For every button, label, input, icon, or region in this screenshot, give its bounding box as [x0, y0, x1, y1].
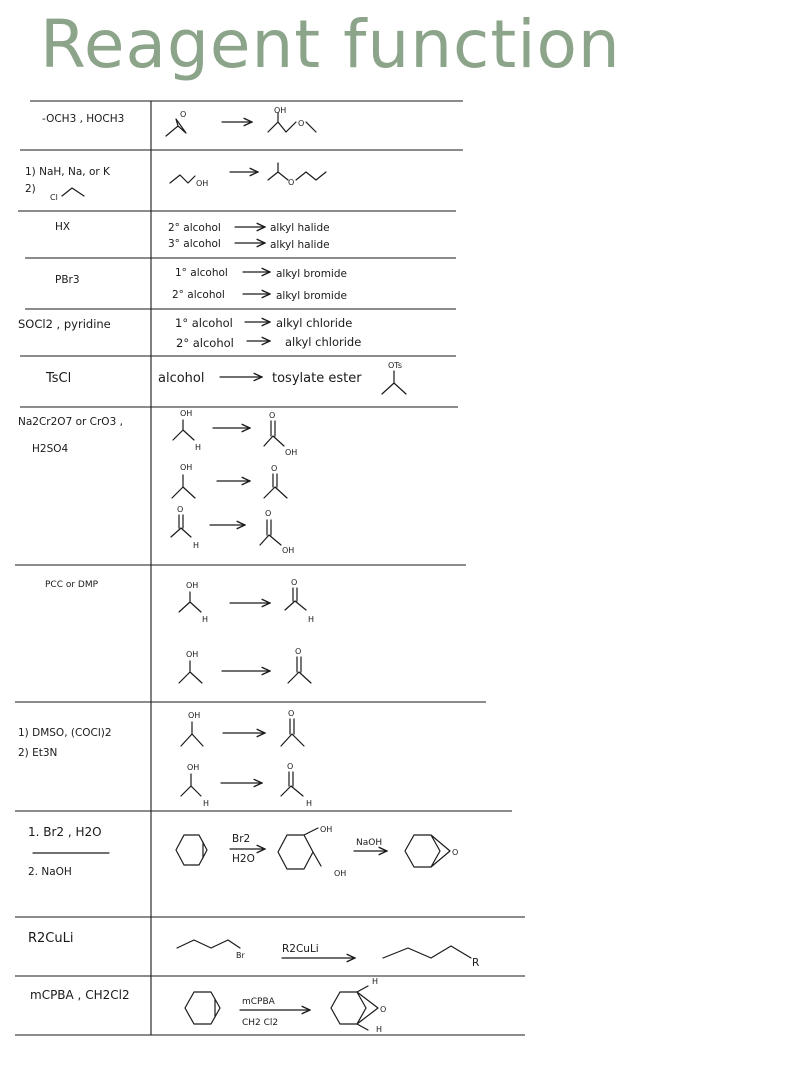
svg-text:H: H: [308, 615, 315, 624]
svg-text:2° alcohol: 2° alcohol: [176, 336, 234, 350]
svg-text:tosylate ester: tosylate ester: [272, 371, 362, 386]
svg-text:OH: OH: [187, 763, 200, 772]
reagent-label: PBr3: [55, 274, 80, 286]
reagent-label: SOCl2 , pyridine: [18, 317, 111, 331]
svg-text:OH: OH: [186, 650, 199, 659]
ketone-structure: [264, 464, 287, 498]
svg-text:O: O: [180, 110, 187, 119]
svg-text:OH: OH: [188, 711, 201, 720]
svg-text:O: O: [269, 411, 276, 420]
svg-text:alkyl bromide: alkyl bromide: [276, 290, 347, 302]
reagent-label: R2CuLi: [28, 931, 74, 946]
svg-text:alkyl halide: alkyl halide: [270, 239, 330, 251]
primary-alcohol-structure: [179, 581, 208, 624]
reagent-label: -OCH3 , HOCH3: [42, 113, 125, 125]
page-title: Reagent function: [40, 6, 621, 83]
reagent-line: Cl: [50, 193, 58, 202]
row-socl2: [18, 316, 361, 350]
row-williamson: [25, 163, 326, 202]
svg-text:alcohol: alcohol: [158, 371, 205, 386]
epoxide-structure: [166, 110, 186, 136]
methoxy-alcohol-structure: [268, 106, 316, 132]
svg-text:1° alcohol: 1° alcohol: [175, 267, 228, 279]
reagent-line: 1) DMSO, (COCl)2: [18, 727, 112, 739]
cyclohexene-structure: [176, 835, 207, 865]
svg-text:H: H: [195, 443, 202, 452]
svg-text:alkyl chloride: alkyl chloride: [285, 335, 362, 349]
alkyl-product-structure: [383, 946, 479, 969]
alkyl-bromide-structure: [177, 940, 245, 960]
secondary-alcohol-structure: [179, 650, 202, 683]
bromohydrin-structure: [278, 825, 346, 878]
secondary-alcohol-structure: [181, 711, 203, 746]
row-mcpba: [30, 977, 386, 1034]
ketone-structure: [288, 647, 311, 683]
svg-text:H: H: [376, 1025, 383, 1034]
svg-text:mCPBA: mCPBA: [242, 997, 275, 1007]
svg-text:NaOH: NaOH: [356, 838, 383, 848]
cyclohexene-structure: [185, 992, 220, 1024]
svg-text:H: H: [202, 615, 209, 624]
carboxylic-acid-structure: [264, 411, 297, 457]
svg-text:O: O: [265, 509, 272, 518]
svg-text:O: O: [298, 119, 305, 128]
svg-text:R: R: [472, 957, 480, 969]
reagent-line: Na2Cr2O7 or CrO3 ,: [18, 416, 123, 428]
svg-text:OH: OH: [180, 409, 193, 418]
tosylate-structure: [382, 361, 406, 394]
reagent-line: 1. Br2 , H2O: [28, 825, 102, 839]
row-pbr3: [55, 267, 347, 302]
aldehyde-structure: [171, 505, 199, 550]
svg-text:OH: OH: [186, 581, 199, 590]
reagent-line: 1) NaH, Na, or K: [25, 166, 110, 178]
svg-text:OTs: OTs: [388, 361, 403, 370]
row-pcc: [45, 578, 314, 683]
svg-text:OH: OH: [196, 179, 209, 188]
epoxide-structure: [331, 977, 386, 1034]
row-swern: [18, 709, 312, 808]
svg-text:O: O: [452, 848, 459, 857]
svg-text:OH: OH: [334, 869, 347, 878]
svg-text:OH: OH: [320, 825, 333, 834]
row-halohydrin-epoxide: [28, 825, 458, 878]
reagent-label: TsCl: [46, 371, 72, 386]
row-gilman: [28, 931, 479, 969]
svg-text:H: H: [306, 799, 313, 808]
svg-text:OH: OH: [274, 106, 287, 115]
row-chromic-acid: [18, 409, 297, 555]
svg-text:Br: Br: [236, 951, 245, 960]
secondary-alcohol-structure: [172, 463, 195, 498]
svg-text:3° alcohol: 3° alcohol: [168, 238, 221, 250]
svg-text:CH2 Cl2: CH2 Cl2: [242, 1018, 279, 1028]
row-tscl: [45, 361, 406, 394]
row-methoxide: [42, 106, 316, 136]
reagent-line: H2SO4: [32, 443, 69, 455]
svg-text:OH: OH: [285, 448, 298, 457]
svg-text:Br2: Br2: [232, 833, 251, 845]
svg-text:O: O: [271, 464, 278, 473]
aldehyde-structure: [281, 762, 312, 808]
svg-text:O: O: [295, 647, 302, 656]
svg-text:O: O: [291, 578, 298, 587]
reagent-line: 2) Et3N: [18, 747, 58, 759]
svg-text:O: O: [380, 1005, 387, 1014]
svg-text:2° alcohol: 2° alcohol: [168, 222, 221, 234]
row-hx: [55, 221, 330, 251]
reagent-label: mCPBA , CH2Cl2: [30, 988, 130, 1002]
aldehyde-structure: [285, 578, 314, 624]
svg-text:H2O: H2O: [232, 853, 255, 865]
primary-alcohol-structure: [173, 409, 201, 452]
ketone-structure: [281, 709, 304, 746]
svg-text:R2CuLi: R2CuLi: [282, 943, 319, 955]
reagent-line: 2): [25, 183, 36, 195]
svg-text:2° alcohol: 2° alcohol: [172, 289, 225, 301]
svg-text:alkyl bromide: alkyl bromide: [276, 268, 347, 280]
svg-text:OH: OH: [282, 546, 295, 555]
svg-text:1° alcohol: 1° alcohol: [175, 316, 233, 330]
svg-text:O: O: [287, 762, 294, 771]
svg-text:H: H: [372, 977, 379, 986]
epoxide-structure: [405, 835, 458, 867]
svg-text:alkyl halide: alkyl halide: [270, 222, 330, 234]
reagent-line: 2. NaOH: [28, 866, 72, 878]
svg-text:H: H: [193, 541, 200, 550]
svg-text:OH: OH: [180, 463, 193, 472]
svg-text:O: O: [177, 505, 184, 514]
reagent-label: HX: [55, 221, 71, 233]
svg-text:O: O: [288, 178, 295, 187]
svg-text:O: O: [288, 709, 295, 718]
carboxylic-acid-structure: [260, 509, 294, 555]
svg-text:H: H: [203, 799, 210, 808]
alcohol-structure: [170, 175, 208, 188]
svg-text:alkyl chloride: alkyl chloride: [276, 316, 353, 330]
reagent-label: PCC or DMP: [45, 580, 99, 590]
primary-alcohol-structure: [181, 763, 209, 808]
ether-structure: [268, 163, 326, 187]
